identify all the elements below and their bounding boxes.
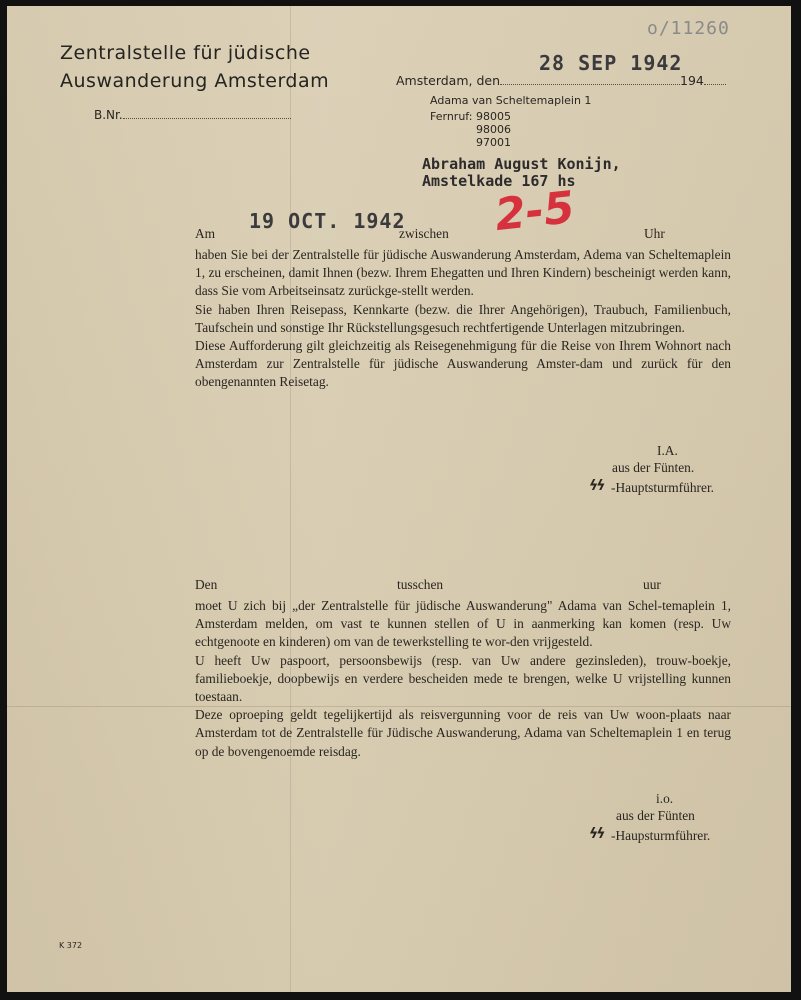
german-paragraph-1: haben Sie bei der Zentralstelle für jüdische Auswanderung Amsterdam, Adema van Scheltemaplein 1, zu erscheinen, damit Ihnen (bezw. Ihrem Ehegatten und Ihren Kindern) bescheinigt werden kann, dass Sie vom Arbeitseinsatz zurückge-stellt werden. — [195, 247, 731, 299]
dutch-signature-io: i.o. — [656, 791, 674, 806]
date-dotted-line — [500, 84, 680, 85]
year-dotted-line — [704, 84, 726, 85]
phone-number-3: 97001 — [476, 136, 511, 149]
reference-number-field — [94, 108, 291, 122]
dutch-den-label: Den — [195, 577, 218, 592]
german-signature-name: aus der Fünten. — [612, 460, 695, 475]
form-code: K 372 — [59, 941, 83, 950]
dutch-paragraph-2: U heeft Uw paspoort, persoonsbewijs (resp. van Uw andere gezinsleden), trouw-boekje, familieboekje, doopbewijs en verdere bescheiden mede te brengen, welke U vrijstelling kunnen toestaan. — [195, 652, 731, 705]
german-zwischen-label: zwischen — [399, 226, 449, 241]
german-paragraph-2: Sie haben Ihren Reisepass, Kennkarte (bezw. die Ihrer Angehörigen), Traubuch, Familienbuch, Taufschein und sonstige Ihr Rückstellungsgesuch rechtfertigende Unterlagen mitzubringen. — [195, 301, 731, 335]
handwritten-time: 2-5 — [492, 181, 577, 242]
german-am-label: Am — [195, 226, 216, 241]
office-address: Adama van Scheltemaplein 1 — [430, 94, 592, 107]
recipient-name: Abraham August Konijn, — [422, 155, 621, 173]
date-stamp-header: 28 SEP 1942 — [539, 51, 683, 75]
fold-crease-vertical — [290, 6, 291, 992]
dutch-paragraph-1: moet U zich bij „der Zentralstelle für jüdische Auswanderung" Adama van Schel-temaplein 1, Amsterdam melden, om vast te kunnen stellen of U in aanmerking kan komen (resp. Uw echtgenoote en kinderen) om van de tewerkstelling te wor-den vrijgesteld. — [195, 598, 731, 650]
year-suffix: 194 — [680, 73, 704, 88]
dutch-tusschen-label: tusschen — [397, 577, 444, 592]
phone-label: Fernruf: — [430, 110, 473, 123]
phone-number-1: 98005 — [476, 110, 511, 123]
archive-number: o/11260 — [647, 18, 730, 39]
dutch-signature-name: aus der Fünten — [616, 808, 695, 823]
dutch-uur-label: uur — [643, 577, 661, 592]
appointment-date-stamp: 19 OCT. 1942 — [249, 209, 406, 233]
bnr-label: B.Nr. — [94, 108, 123, 122]
org-name-line1: Zentralstelle für jüdische — [60, 42, 311, 64]
dutch-body — [195, 597, 731, 761]
german-uhr-label: Uhr — [644, 226, 665, 241]
city-prefix: Amsterdam, den — [396, 73, 501, 88]
german-body — [195, 246, 731, 392]
document-sheet — [7, 6, 791, 992]
german-paragraph-3: Diese Aufforderung gilt gleichzeitig als Reisegenehmigung für die Reise von Ihrem Wohnort nach Amsterdam zur Zentralstelle für jüdische Auswanderung Amster-dam und zurück für den obengenannten Reisetag. — [195, 338, 731, 390]
german-ss-runes: ϟϟ — [589, 478, 604, 494]
german-signature-rank: -Hauptsturmführer. — [611, 480, 715, 495]
bnr-dotted-line — [123, 118, 291, 119]
dutch-ss-runes: ϟϟ — [589, 826, 604, 842]
dutch-signature-rank: -Haupsturmführer. — [611, 828, 711, 843]
org-name-line2: Auswanderung Amsterdam — [60, 70, 330, 92]
german-signature-ia: I.A. — [657, 443, 678, 458]
dutch-paragraph-3: Deze oproeping geldt tegelijkertijd als reisvergunning voor de reis van Uw woon-plaats naar Amsterdam tot de Zentralstelle für Jüdische Auswanderung, Adama van Scheltemaplein 1 en terug op de bovengenoemde reisdag. — [195, 707, 731, 759]
date-line — [396, 73, 726, 88]
recipient-address: Amstelkade 167 hs — [422, 172, 576, 190]
phone-number-2: 98006 — [476, 123, 511, 136]
